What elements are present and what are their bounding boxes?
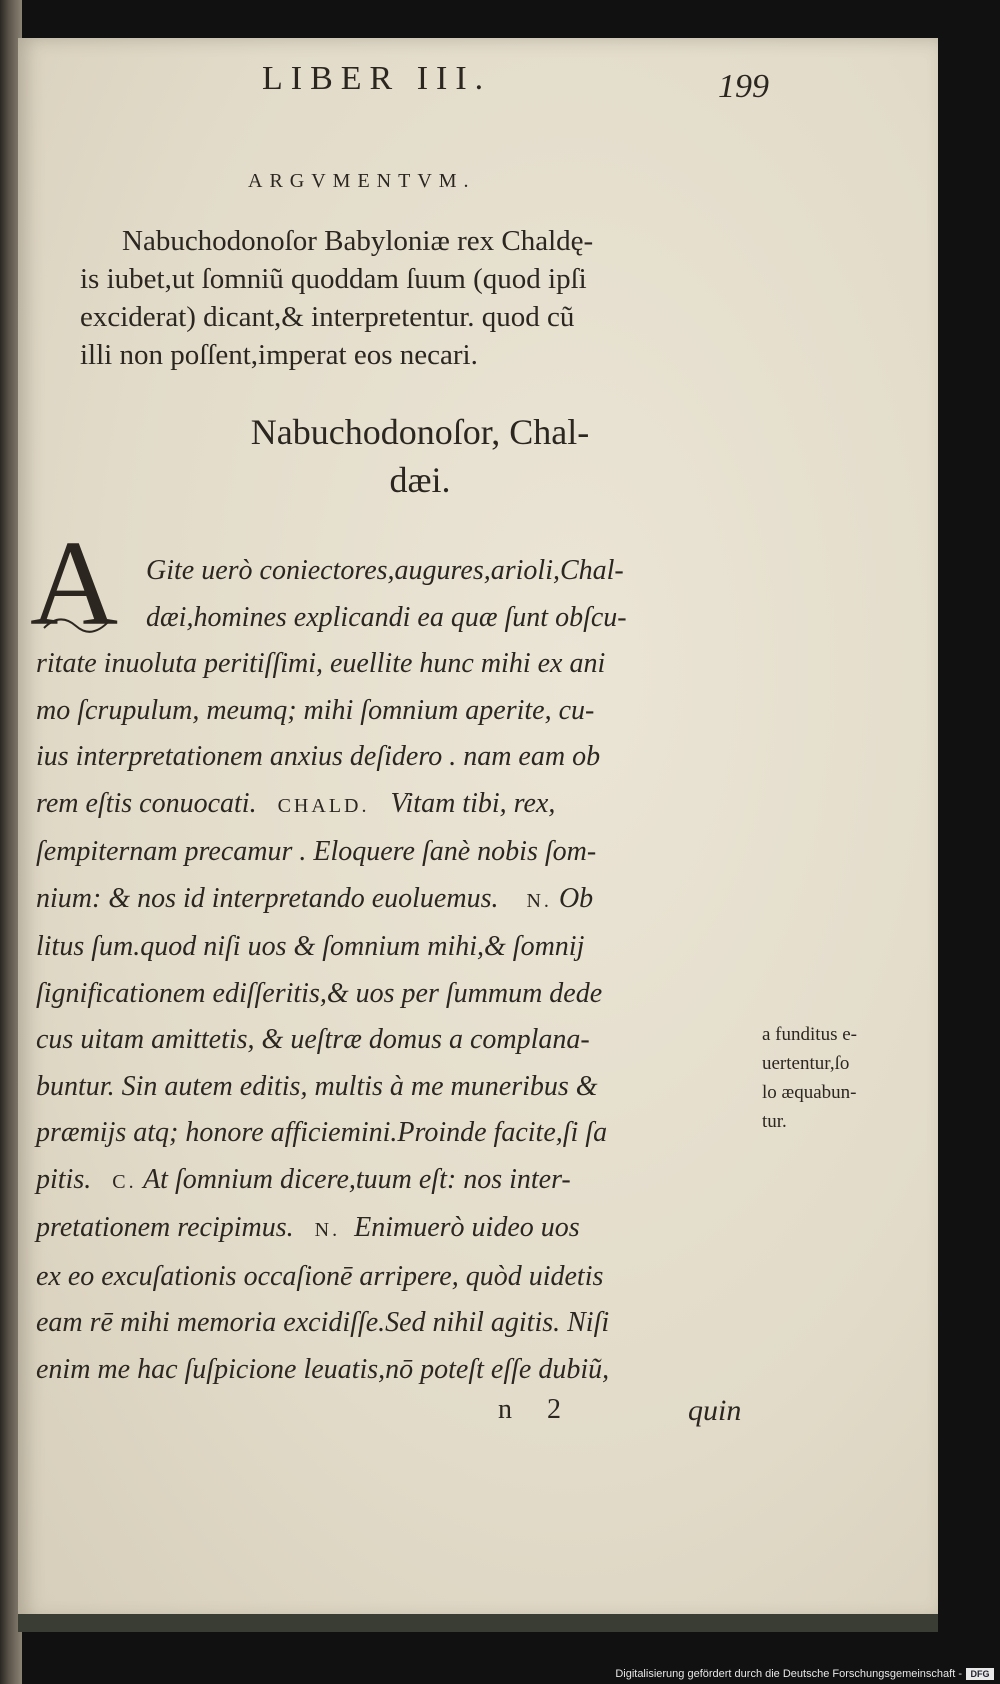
- body-line: ex eo excuſationis occaſionē arripere, quòd uidetis: [36, 1260, 604, 1292]
- page-bottom-edge: [18, 1614, 938, 1632]
- drop-cap-initial: A: [30, 516, 119, 651]
- speaker-c-label: C.: [112, 1170, 137, 1193]
- argument-line: illi non poſſent,imperat eos necari.: [80, 339, 478, 371]
- speaker-c-text: At ſomnium dicere,tuum eſt: nos inter-: [143, 1163, 571, 1195]
- body-line-text: nium: & nos id interpretando euoluemus.: [36, 882, 499, 914]
- body-line: ſempiternam precamur . Eloquere ſanè nobis ſom-: [36, 836, 597, 867]
- argument-paragraph: [80, 222, 730, 374]
- dialogue-text: [36, 548, 756, 1393]
- marginal-line: uertentur,ſo: [762, 1053, 850, 1074]
- body-line: ſignificationem ediſſeritis,& uos per ſummum dede: [36, 977, 603, 1009]
- signature-mark: n 2: [498, 1394, 575, 1425]
- speakers-line: dæi.: [389, 460, 451, 500]
- body-line: ritate inuoluta peritiſſimi, euellite hunc mihi ex ani: [36, 648, 606, 679]
- speaker-n-label: N.: [314, 1219, 341, 1241]
- marginal-note: [762, 1020, 922, 1136]
- body-line: [36, 781, 756, 830]
- body-line: [36, 1157, 756, 1206]
- argument-heading: ARGVMENTVM.: [248, 170, 476, 192]
- speaker-chald-label: CHALD.: [277, 794, 370, 817]
- argument-line: Nabuchodonoſor Babyloniæ rex Chaldę-: [122, 225, 594, 257]
- body-line: cus uitam amittetis, & ueſtræ domus a complana-: [36, 1024, 590, 1055]
- body-line: eam rē mihi memoria excidiſſe.Sed nihil agitis. Niſi: [36, 1307, 610, 1338]
- body-line: [36, 876, 756, 925]
- speaker-n-text: Enimuerò uideo uos: [354, 1212, 580, 1243]
- catchword: quin: [688, 1394, 742, 1427]
- speakers-line: Nabuchodonoſor, Chal-: [250, 412, 590, 452]
- body-line: dæi,homines explicandi ea quæ ſunt obſcu-: [146, 601, 627, 633]
- speaker-n-text: Ob: [558, 882, 594, 914]
- body-line: præmijs atq; honore afficiemini.Proinde facite,ſi ſa: [36, 1117, 608, 1148]
- running-head: LIBER III.: [262, 60, 492, 97]
- argument-line: exciderat) dicant,& interpretentur. quod cũ: [80, 301, 575, 333]
- speakers-heading: [140, 408, 700, 504]
- body-line: mo ſcrupulum, meumq; mihi ſomnium aperite, cu-: [36, 694, 595, 726]
- body-line: litus ſum.quod niſi uos & ſomnium mihi,& ſomnij: [36, 931, 585, 962]
- body-line: buntur. Sin autem editis, multis à me muneribus &: [36, 1070, 598, 1102]
- marginal-line: lo æquabun-: [762, 1082, 857, 1103]
- speaker-chald-text: Vitam tibi, rex,: [390, 787, 556, 819]
- body-line: Gite uerò coniectores,augures,arioli,Chal-: [146, 555, 624, 586]
- body-line-text: pretationem recipimus.: [36, 1212, 294, 1243]
- digitization-credit: Digitalisierung gefördert durch die Deutsche Forschungsgemeinschaft -: [615, 1668, 962, 1680]
- dfg-logo: DFG: [966, 1668, 994, 1680]
- body-line: [36, 1205, 756, 1254]
- body-line: ius interpretationem anxius deſidero . nam eam ob: [36, 741, 601, 772]
- argument-line: is iubet,ut ſomniũ quoddam ſuum (quod ipſi: [80, 263, 587, 295]
- body-line: enim me hac ſuſpicione leuatis,nō poteſt eſſe dubiũ,: [36, 1353, 610, 1385]
- marginal-line: a funditus e-: [762, 1024, 857, 1045]
- marginal-line: tur.: [762, 1111, 787, 1132]
- speaker-n-label: N.: [526, 889, 552, 912]
- page-number: 199: [718, 68, 769, 105]
- body-line-text: rem eſtis conuocati.: [36, 787, 257, 819]
- body-line-text: pitis.: [36, 1163, 92, 1195]
